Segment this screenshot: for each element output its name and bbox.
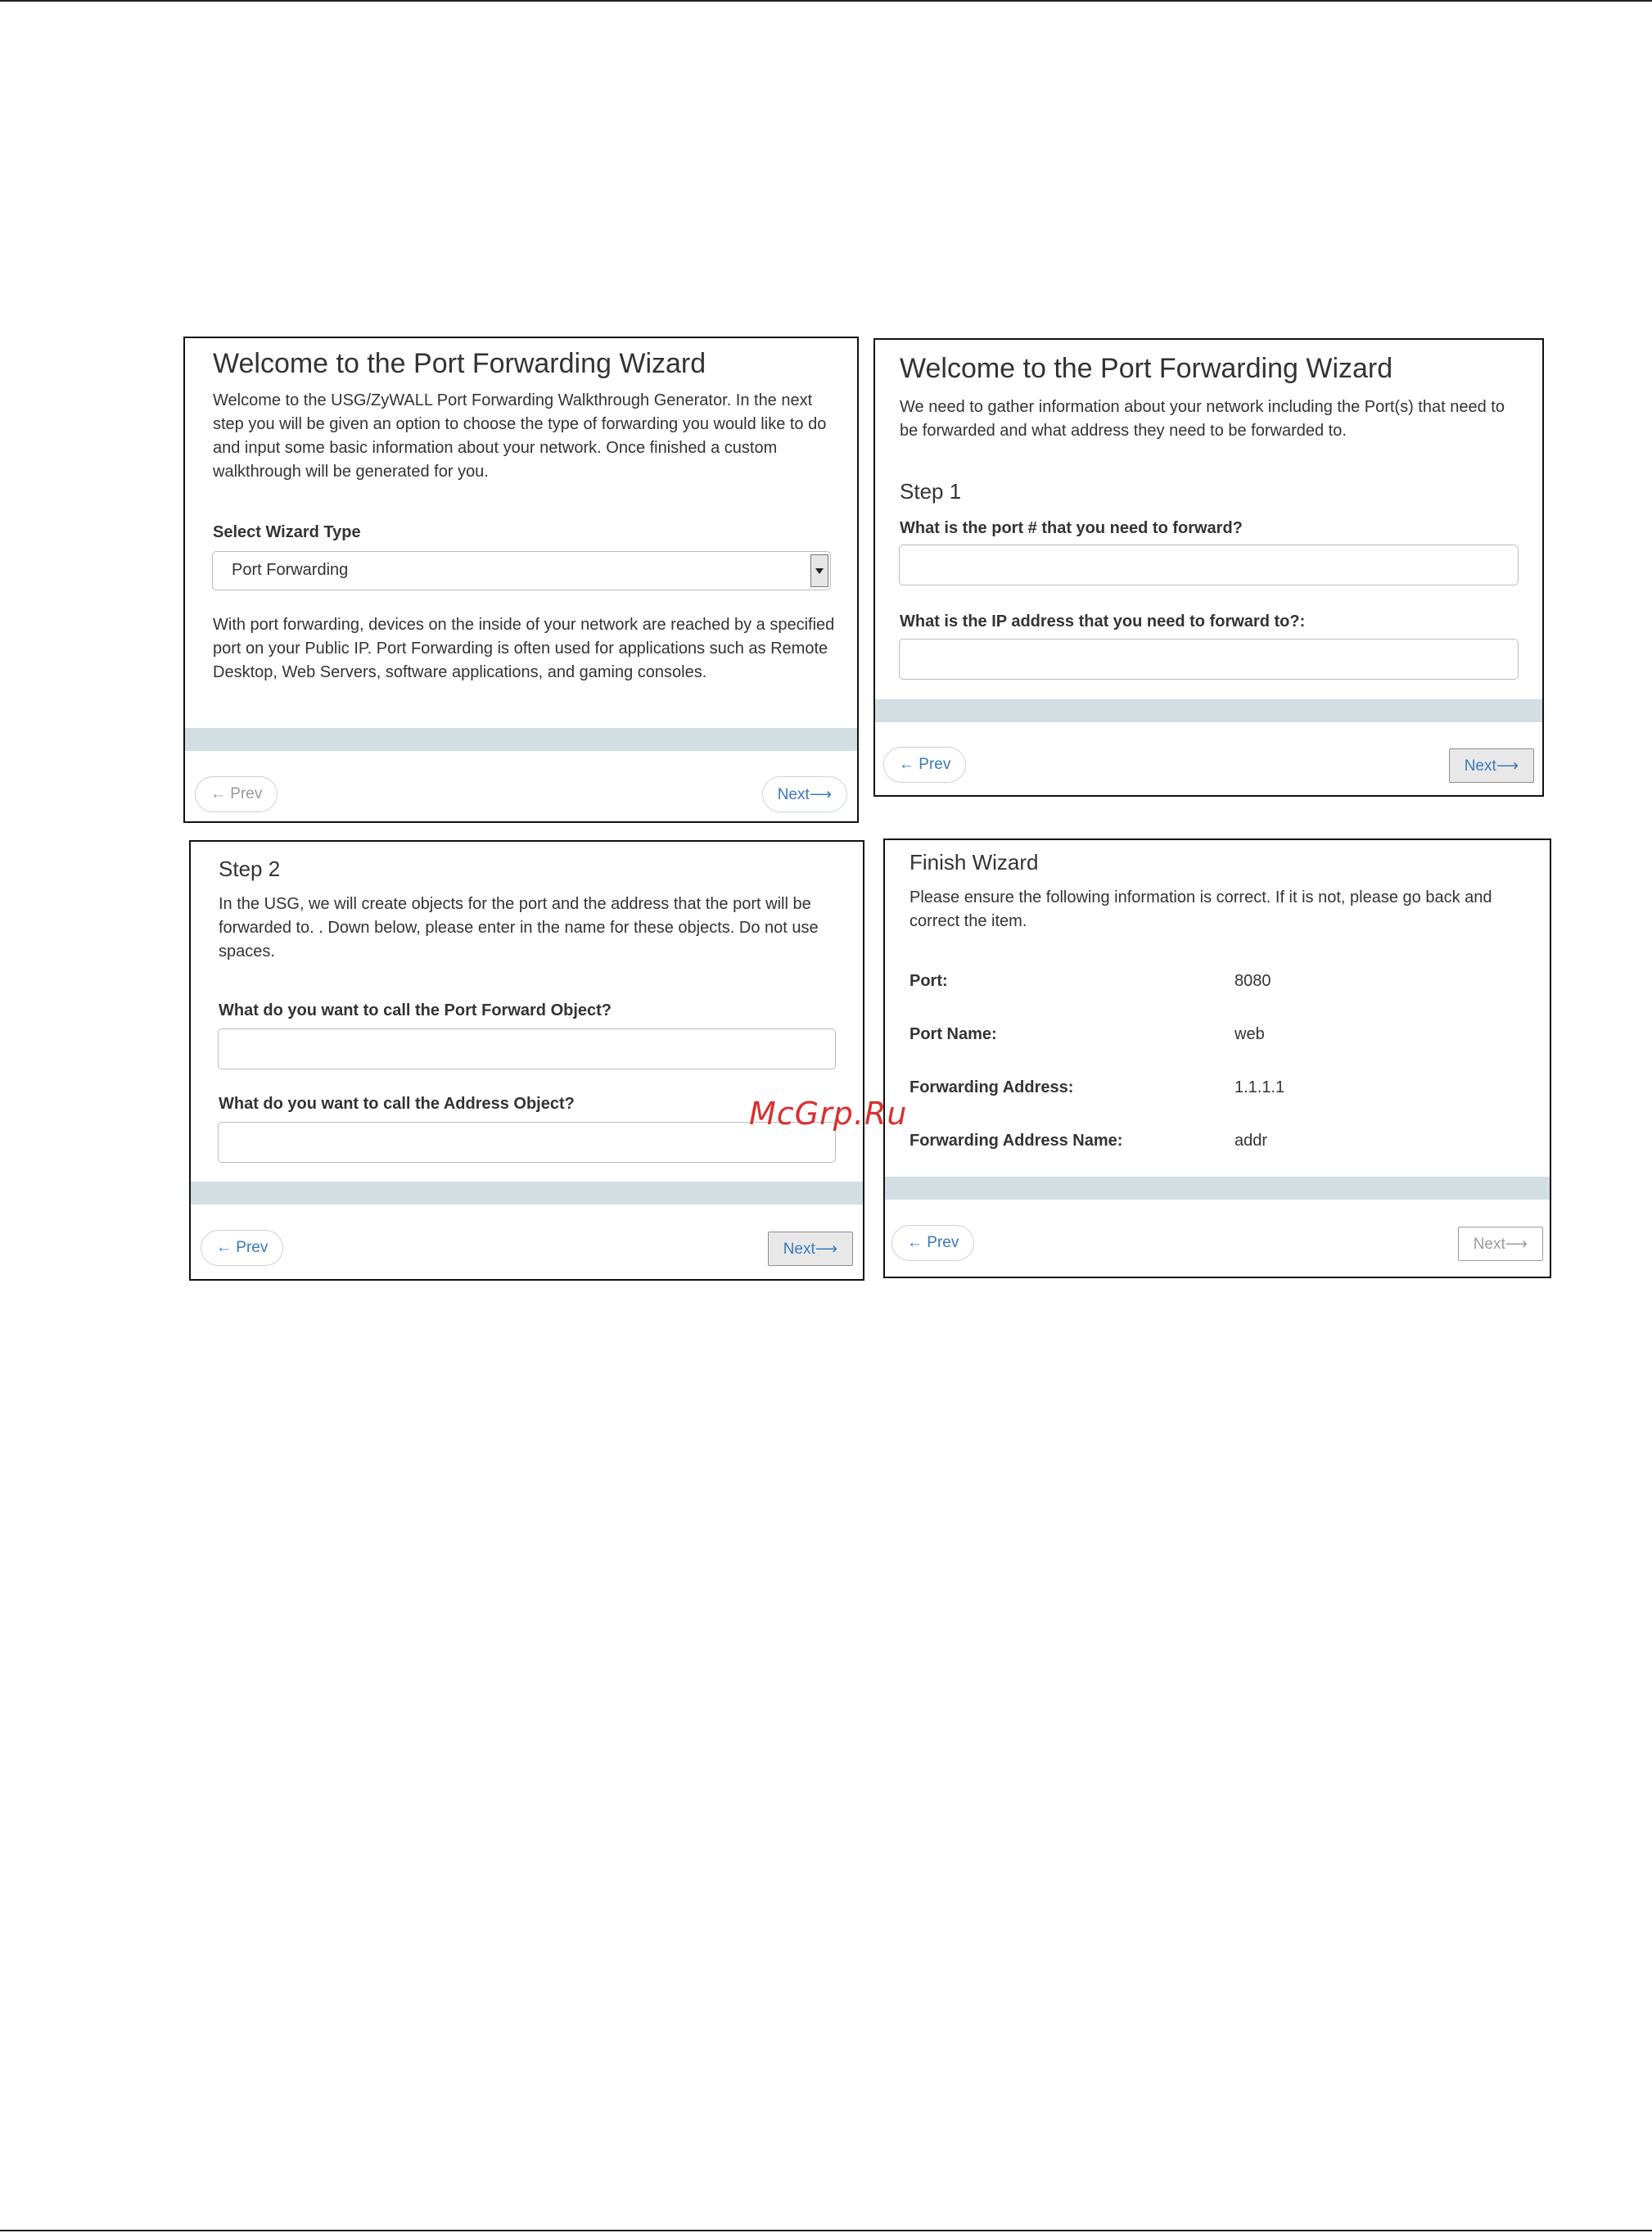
intro-text: We need to gather information about your network including the Port(s) that need to be forwarded and what address they need to be forwarded to. xyxy=(900,398,1505,440)
footer-divider-band xyxy=(885,1177,1550,1200)
next-button[interactable]: Next⟶ xyxy=(762,776,847,812)
prev-button[interactable]: ← Prev xyxy=(195,776,278,812)
footer-divider-band xyxy=(191,1182,863,1205)
port-forwarding-description: With port forwarding, devices on the inside of your network are reached by a specified port on your Public IP. Port Forwarding is often used for applications such as Remote Desktop, Web Servers, software applications, and gaming consoles. xyxy=(213,616,835,681)
top-rule xyxy=(0,0,1652,2)
port-forward-object-input[interactable] xyxy=(218,1028,836,1069)
wizard-type-select[interactable] xyxy=(212,551,831,590)
summary-forwarding-address-name-label: Forwarding Address Name: xyxy=(910,1132,1123,1150)
port-forward-object-label: What do you want to call the Port Forward Object? xyxy=(219,1001,612,1019)
prev-button[interactable]: ← Prev xyxy=(891,1225,974,1261)
port-input[interactable] xyxy=(899,545,1519,585)
step-title: Step 2 xyxy=(219,857,281,881)
summary-forwarding-address-name-value: addr xyxy=(1234,1132,1268,1150)
panel-title: Welcome to the Port Forwarding Wizard xyxy=(213,348,706,379)
prev-button[interactable]: ← Prev xyxy=(883,747,966,783)
select-wizard-type-label: Select Wizard Type xyxy=(213,523,361,541)
summary-forwarding-address-label: Forwarding Address: xyxy=(910,1078,1074,1096)
summary-port-name-value: web xyxy=(1234,1025,1265,1043)
next-button[interactable]: Next⟶ xyxy=(1449,748,1534,783)
intro-text: In the USG, we will create objects for the port and the address that the port will be forwarded to. . Down below, please enter in the name for these objects. Do not use spaces. xyxy=(219,895,819,961)
dropdown-arrow-icon[interactable] xyxy=(810,554,828,587)
wizard-panel-step-1 xyxy=(873,338,1544,797)
next-button[interactable]: Next⟶ xyxy=(768,1232,853,1266)
summary-port-value: 8080 xyxy=(1234,972,1271,990)
prev-button[interactable]: ← Prev xyxy=(201,1230,283,1266)
ip-question-label: What is the IP address that you need to forward to?: xyxy=(900,612,1306,631)
intro-text: Please ensure the following information is correct. If it is not, please go back and correct the item. xyxy=(910,888,1492,930)
footer-divider-band xyxy=(875,699,1542,722)
port-question-label: What is the port # that you need to forward? xyxy=(900,519,1243,537)
summary-port-name-label: Port Name: xyxy=(910,1025,997,1043)
ip-address-input[interactable] xyxy=(899,639,1519,680)
address-object-label: What do you want to call the Address Object? xyxy=(219,1095,575,1113)
wizard-panel-welcome xyxy=(183,337,859,823)
footer-divider-band xyxy=(185,728,857,751)
intro-text: Welcome to the USG/ZyWALL Port Forwarding Walkthrough Generator. In the next step you will be given an option to choose the type of forwarding you would like to do and input some basic information about your network. Once finished a custom walkthrough will be generated for you. xyxy=(213,391,827,481)
wizard-type-selected-value: Port Forwarding xyxy=(232,561,349,579)
step-title: Step 1 xyxy=(900,479,962,504)
panel-title: Welcome to the Port Forwarding Wizard xyxy=(900,353,1393,384)
wizard-panel-finish xyxy=(883,839,1551,1278)
panel-title: Finish Wizard xyxy=(910,850,1039,875)
bottom-rule xyxy=(0,2230,1652,2231)
next-button-disabled[interactable]: Next⟶ xyxy=(1458,1227,1543,1261)
watermark-text: McGrp.Ru xyxy=(749,1096,908,1132)
summary-forwarding-address-value: 1.1.1.1 xyxy=(1234,1078,1285,1096)
summary-port-label: Port: xyxy=(910,972,948,990)
address-object-input[interactable] xyxy=(218,1122,836,1163)
wizard-panel-step-2 xyxy=(189,840,864,1281)
